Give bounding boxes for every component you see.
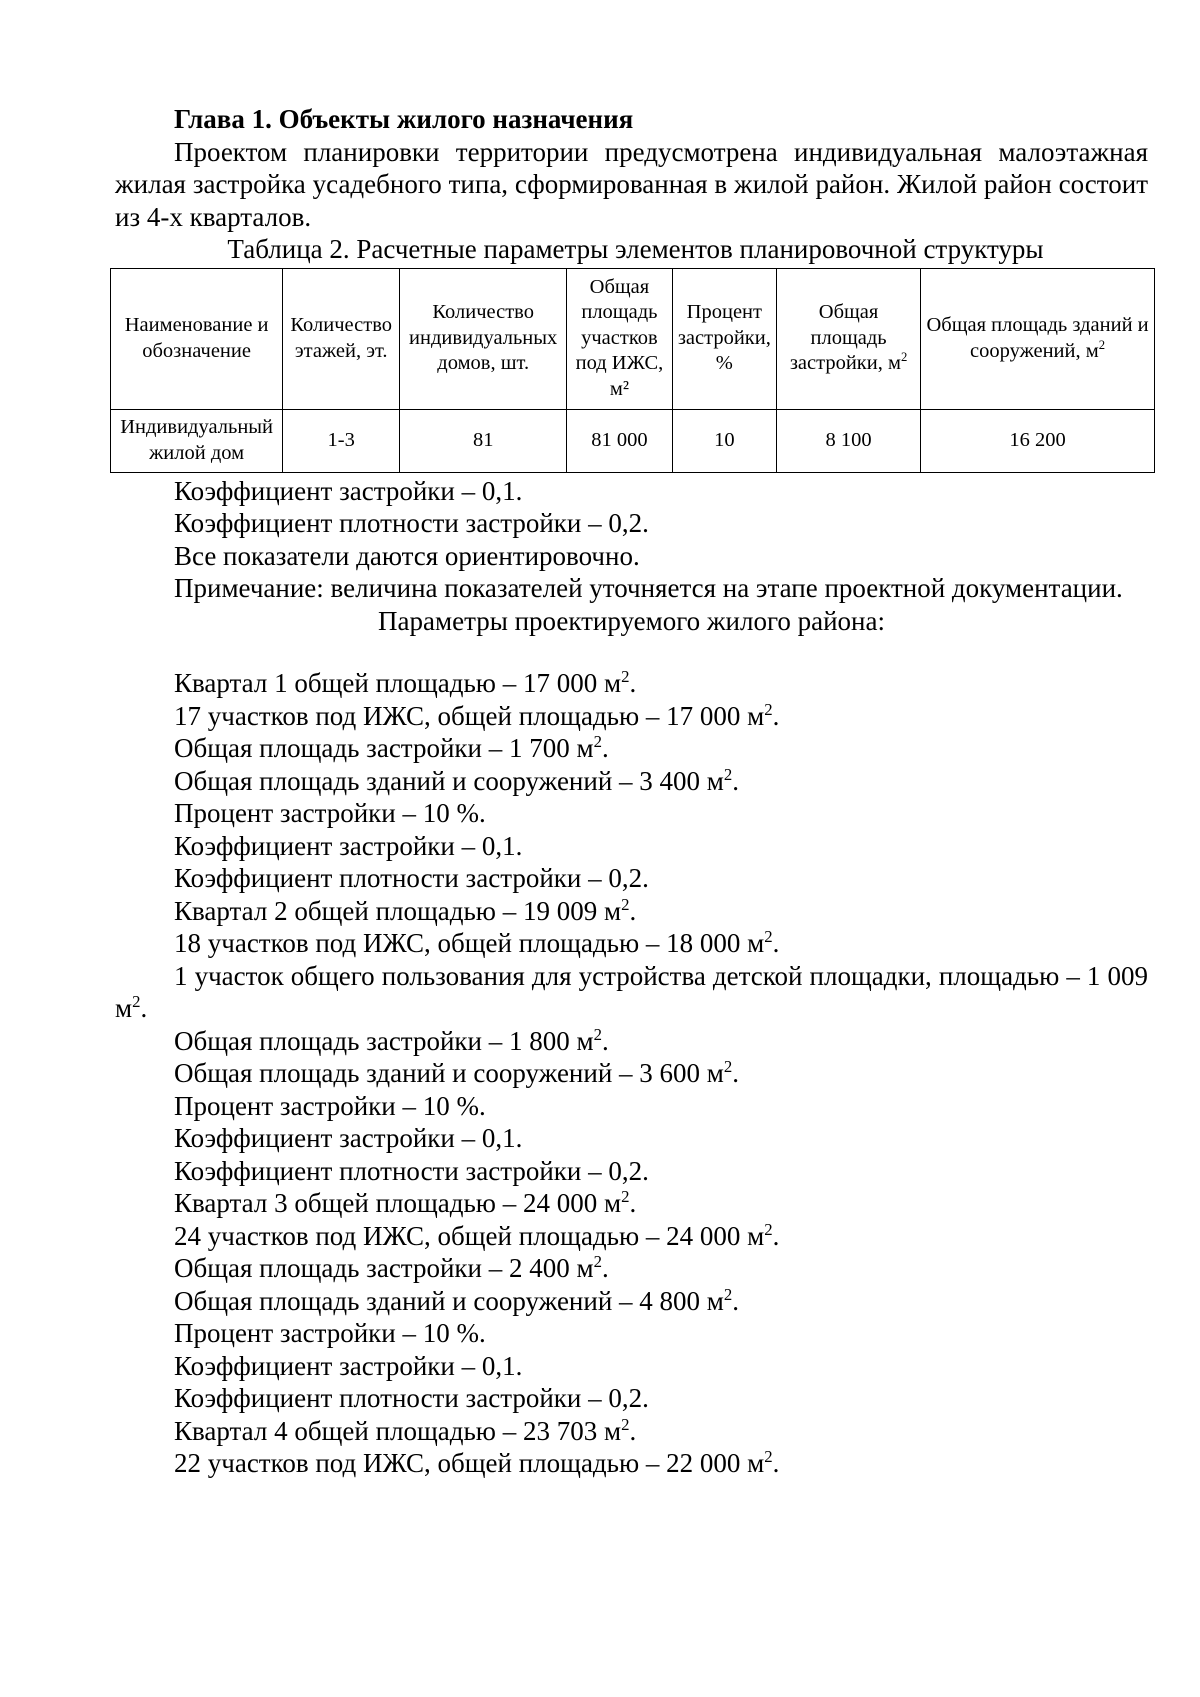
header-plot-area: Общая площадь участков под ИЖС, м² bbox=[567, 268, 672, 409]
list-item: 17 участков под ИЖС, общей площадью – 17 000 $м^2$. bbox=[174, 699, 780, 731]
list-item: Коэффициент застройки – 0,1. bbox=[174, 1123, 523, 1153]
density-line: Коэффициент плотности застройки – 0,2. bbox=[174, 508, 649, 538]
list-item: Процент застройки – 10 %. bbox=[174, 1318, 486, 1348]
district-list bbox=[115, 667, 1148, 1480]
list-item: Квартал 3 общей площадью – 24 000 $м^2$. bbox=[174, 1187, 637, 1218]
cell-floors: 1-3 bbox=[283, 409, 400, 472]
header-houses: Количество индивидуальных домов, шт. bbox=[400, 268, 567, 409]
list-item: Общая площадь застройки – 1 700 $м^2$. bbox=[174, 732, 609, 763]
header-built-area: Общая площадь застройки, $м^2$ bbox=[777, 268, 921, 409]
list-item: Коэффициент застройки – 0,1. bbox=[174, 1350, 523, 1381]
header-percent: Процент застройки, % bbox=[672, 268, 776, 409]
approximate-line: Все показатели даются ориентировочно. bbox=[174, 540, 640, 571]
list-item: 22 участков под ИЖС, общей площадью – 22 000 $м^2$. bbox=[174, 1447, 780, 1478]
list-item: Квартал 4 общей площадью – 23 703 $м^2$. bbox=[174, 1414, 637, 1446]
table-row bbox=[111, 409, 1155, 472]
list-item: Квартал 1 общей площадью – 17 000 $м^2$. bbox=[174, 667, 637, 698]
list-item: Общая площадь застройки – 1 800 $м^2$. bbox=[174, 1024, 609, 1056]
list-item: Процент застройки – 10 %. bbox=[174, 798, 486, 828]
list-item: Квартал 2 общей площадью – 19 009 $м^2$. bbox=[174, 894, 637, 926]
list-item: Коэффициент плотности застройки – 0,2. bbox=[174, 863, 649, 893]
spacer bbox=[115, 637, 1148, 667]
table-caption: Таблица 2. Расчетные параметры элементов планировочной структуры bbox=[227, 234, 1044, 264]
cell-building-area: 16 200 bbox=[921, 409, 1155, 472]
cell-percent: 10 bbox=[672, 409, 776, 472]
header-building-area: Общая площадь зданий и сооружений, $м^2$ bbox=[921, 268, 1155, 409]
header-name: Наименование и обозначение bbox=[111, 268, 283, 409]
list-item: Процент застройки – 10 %. bbox=[174, 1090, 486, 1121]
list-item: Общая площадь застройки – 2 400 $м^2$. bbox=[174, 1252, 609, 1283]
note-paragraph: Примечание: величина показателей уточняется на этапе проектной документации. bbox=[174, 573, 1123, 603]
cell-name: Индивидуальный жилой дом bbox=[111, 409, 283, 472]
intro-paragraph: Проектом планировки территории предусмотрена индивидуальная малоэтажная жилая застройка усадебного типа, сформированная в жилой район. Жилой район состоит из 4-х кварталов. bbox=[115, 136, 1148, 232]
list-item: 18 участков под ИЖС, общей площадью – 18 000 $м^2$. bbox=[174, 927, 780, 958]
list-item: 24 участков под ИЖС, общей площадью – 24 000 $м^2$. bbox=[174, 1219, 780, 1251]
list-item: Коэффициент плотности застройки – 0,2. bbox=[174, 1155, 649, 1186]
list-item: Общая площадь зданий и сооружений – 3 600 $м^2$. bbox=[174, 1057, 739, 1088]
parameters-table bbox=[110, 268, 1155, 473]
district-subheading: Параметры проектируемого жилого района: bbox=[378, 605, 885, 636]
cell-plot-area: 81 000 bbox=[567, 409, 672, 472]
table-header-row bbox=[111, 268, 1155, 409]
list-item: Коэффициент плотности застройки – 0,2. bbox=[174, 1383, 649, 1413]
list-item: 1 участок общего пользования для устройства детской площадки, площадью – 1 009 $м^2$. bbox=[115, 960, 1148, 1023]
list-item: Коэффициент застройки – 0,1. bbox=[174, 830, 523, 861]
list-item: Общая площадь зданий и сооружений – 4 800 $м^2$. bbox=[174, 1284, 739, 1316]
chapter-heading: Глава 1. Объекты жилого назначения bbox=[174, 104, 634, 134]
cell-houses: 81 bbox=[400, 409, 567, 472]
header-floors: Количество этажей, эт. bbox=[283, 268, 400, 409]
coefficient-line: Коэффициент застройки – 0,1. bbox=[174, 475, 523, 506]
cell-built-area: 8 100 bbox=[777, 409, 921, 472]
list-item: Общая площадь зданий и сооружений – 3 400 $м^2$. bbox=[174, 764, 739, 796]
